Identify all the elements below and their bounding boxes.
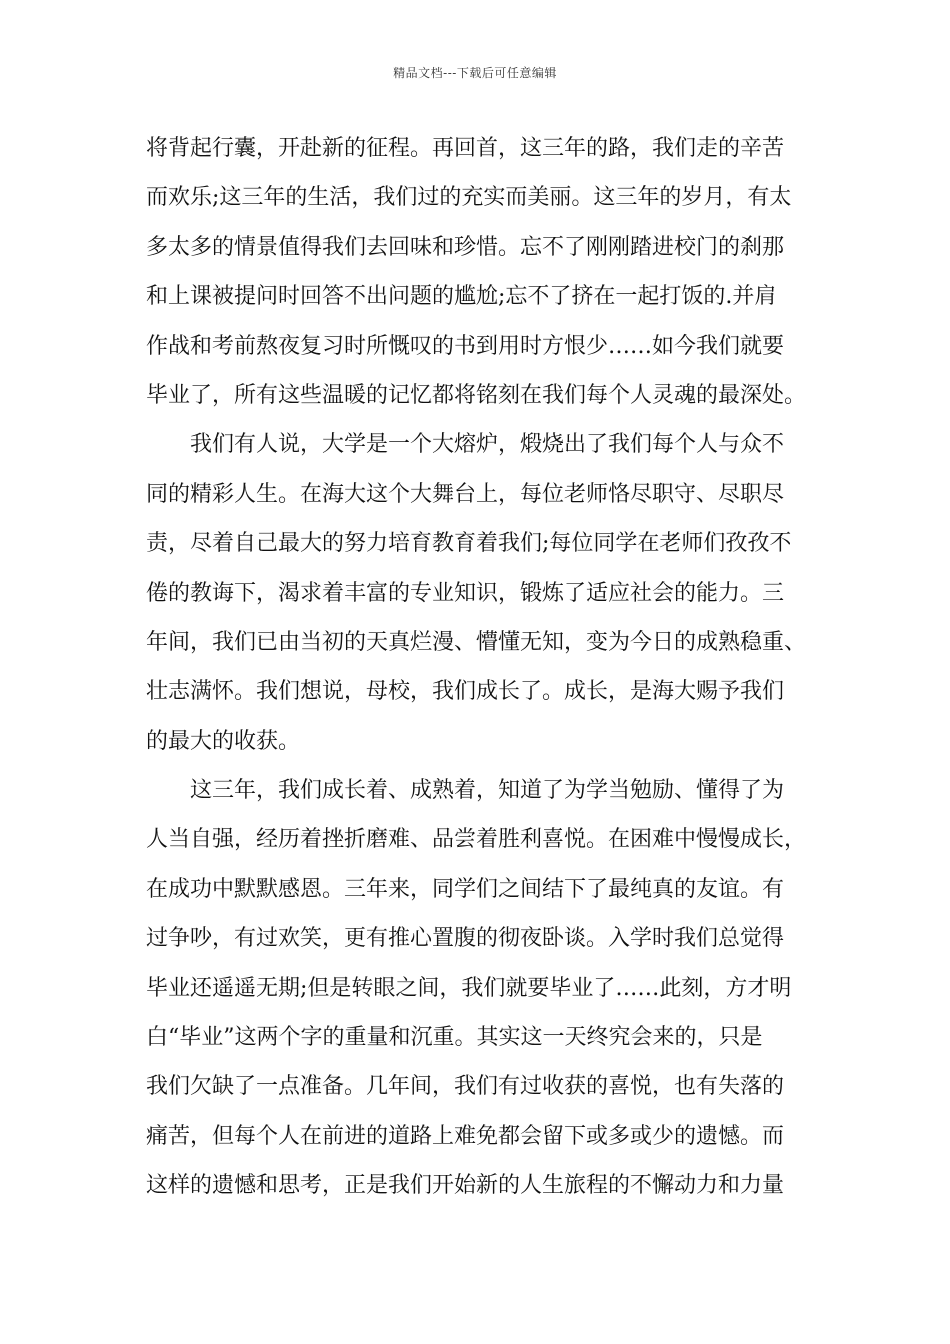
text-line: 毕业了，所有这些温暖的记忆都将铭刻在我们每个人灵魂的最深处。 <box>146 382 807 408</box>
text-line: 过争吵，有过欢笑，更有推心置腹的彻夜卧谈。入学时我们总觉得 <box>146 926 785 952</box>
text-line: 毕业还遥遥无期;但是转眼之间，我们就要毕业了……此刻，方才明 <box>146 975 792 1001</box>
text-line: 的最大的收获。 <box>146 728 301 754</box>
text-line: 多太多的情景值得我们去回味和珍惜。忘不了刚刚踏进校门的刹那 <box>146 234 785 260</box>
text-line: 责，尽着自己最大的努力培育教育着我们;每位同学在老师们孜孜不 <box>146 531 792 557</box>
text-line: 年间，我们已由当初的天真烂漫、懵懂无知，变为今日的成熟稳重、 <box>146 629 807 655</box>
text-line: 这样的遗憾和思考，正是我们开始新的人生旅程的不懈动力和力量 <box>146 1173 785 1199</box>
text-line: 作战和考前熬夜复习时所慨叹的书到用时方恨少……如今我们就要 <box>146 333 785 359</box>
page-header: 精品文档---下载后可任意编辑 <box>393 66 557 80</box>
text-line: 壮志满怀。我们想说，母校，我们成长了。成长，是海大赐予我们 <box>146 679 785 705</box>
text-line: 和上课被提问时回答不出问题的尴尬;忘不了挤在一起打饭的.并肩 <box>146 284 777 310</box>
text-line: 我们欠缺了一点准备。几年间，我们有过收获的喜悦，也有失落的 <box>146 1074 785 1100</box>
paragraph-start-line: 这三年，我们成长着、成熟着，知道了为学当勉励、懂得了为 <box>190 778 785 804</box>
text-line: 在成功中默默感恩。三年来，同学们之间结下了最纯真的友谊。有 <box>146 876 785 902</box>
text-line: 白“毕业”这两个字的重量和沉重。其实这一天终究会来的，只是 <box>146 1025 763 1051</box>
text-line: 将背起行囊，开赴新的征程。再回首，这三年的路，我们走的辛苦 <box>146 136 785 161</box>
document-body <box>146 124 810 1211</box>
text-line: 而欢乐;这三年的生活，我们过的充实而美丽。这三年的岁月，有太 <box>146 185 792 211</box>
text-line: 同的精彩人生。在海大这个大舞台上，每位老师恪尽职守、尽职尽 <box>146 481 785 507</box>
text-line: 倦的教诲下，渴求着丰富的专业知识，锻炼了适应社会的能力。三 <box>146 580 785 606</box>
paragraph-start-line: 我们有人说，大学是一个大熔炉，煅烧出了我们每个人与众不 <box>190 432 785 458</box>
text-line: 痛苦，但每个人在前进的道路上难免都会留下或多或少的遗憾。而 <box>146 1123 785 1149</box>
text-line: 人当自强，经历着挫折磨难、品尝着胜利喜悦。在困难中慢慢成长， <box>146 827 807 853</box>
